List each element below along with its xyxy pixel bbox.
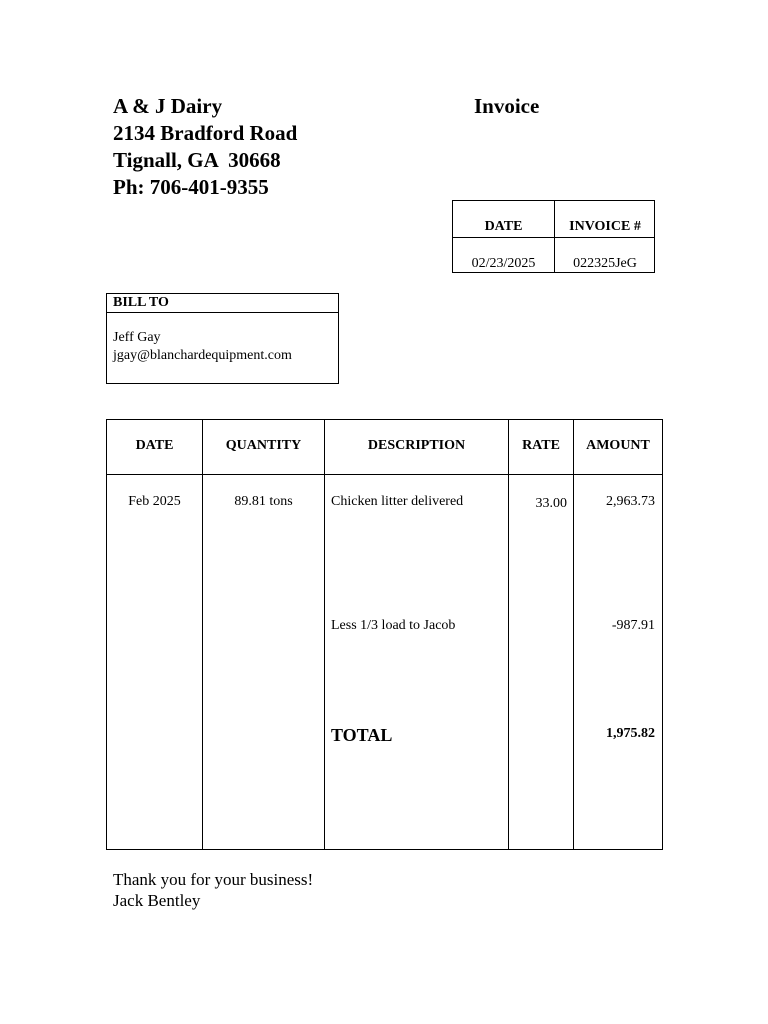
row-description: Chicken litter delivered	[331, 494, 464, 509]
bill-to-header: BILL TO	[107, 294, 338, 313]
meta-date-value: 02/23/2025	[471, 256, 536, 271]
column-header-amount: AMOUNT	[586, 438, 650, 453]
row-description: Less 1/3 load to Jacob	[331, 618, 456, 633]
row-amount: 2,963.73	[606, 494, 655, 509]
company-phone: Ph: 706-401-9355	[113, 175, 269, 199]
column-header-rate: RATE	[522, 438, 560, 453]
row-amount: -987.91	[611, 618, 655, 633]
company-address-line2: Tignall, GA 30668	[113, 148, 281, 172]
signature-name: Jack Bentley	[113, 891, 201, 910]
meta-divider-horizontal	[453, 237, 654, 238]
column-header-quantity: QUANTITY	[225, 438, 302, 453]
row-rate: 33.00	[535, 496, 567, 511]
thank-you-message: Thank you for your business!	[113, 870, 314, 889]
company-info	[113, 93, 297, 201]
meta-invoice-number-value: 022325JeG	[573, 256, 637, 271]
row-quantity: 89.81 tons	[234, 494, 293, 509]
meta-date-header: DATE	[484, 219, 523, 234]
column-header-description: DESCRIPTION	[367, 438, 466, 453]
meta-invoice-number-header: INVOICE #	[569, 219, 641, 234]
invoice-meta-box	[452, 200, 655, 273]
bill-to-box	[106, 293, 339, 384]
column-header-date: DATE	[135, 438, 174, 453]
footer	[113, 869, 313, 911]
bill-to-email: jgay@blanchardequipment.com	[113, 348, 292, 363]
line-items-table	[106, 419, 663, 850]
total-label: TOTAL	[331, 725, 393, 745]
column-divider	[573, 420, 574, 849]
row-date: Feb 2025	[128, 494, 181, 509]
column-divider	[508, 420, 509, 849]
invoice-title: Invoice	[474, 94, 540, 118]
header-divider	[107, 474, 662, 475]
total-amount: 1,975.82	[606, 726, 655, 741]
column-divider	[324, 420, 325, 849]
company-address-line1: 2134 Bradford Road	[113, 121, 298, 145]
bill-to-name: Jeff Gay	[113, 330, 161, 345]
company-name: A & J Dairy	[113, 94, 223, 118]
column-divider	[202, 420, 203, 849]
